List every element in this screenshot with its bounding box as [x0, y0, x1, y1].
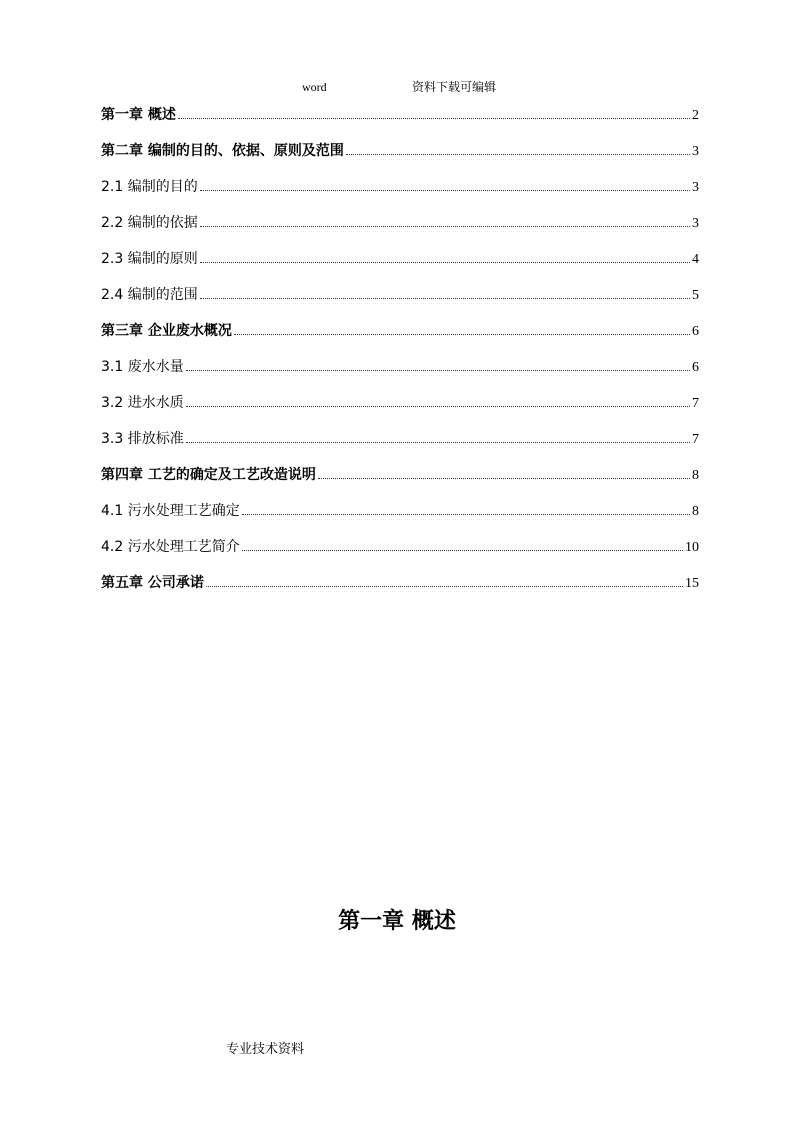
header-left-text: word — [302, 80, 327, 94]
toc-entry-label: 第一章 概述 — [101, 107, 176, 123]
toc-entry-page-number: 3 — [692, 144, 699, 159]
toc-entry-label: 4.2 污水处理工艺简介 — [101, 539, 240, 555]
toc-entry-page-number: 6 — [692, 324, 699, 339]
toc-leader-dots — [200, 261, 690, 263]
toc-entry-label: 3.1 废水水量 — [101, 359, 184, 375]
toc-leader-dots — [186, 441, 690, 443]
toc-entry-page-number: 7 — [692, 396, 699, 411]
toc-leader-dots — [242, 549, 683, 551]
toc-entry[interactable] — [101, 428, 699, 464]
toc-entry-label: 第五章 公司承诺 — [101, 575, 204, 591]
toc-entry-page-number: 6 — [692, 360, 699, 375]
toc-entry-label: 2.1 编制的目的 — [101, 179, 198, 195]
toc-entry[interactable] — [101, 320, 699, 356]
toc-entry-page-number: 10 — [685, 540, 699, 555]
toc-entry-page-number: 4 — [692, 252, 699, 267]
toc-leader-dots — [186, 405, 690, 407]
table-of-contents — [101, 104, 699, 608]
toc-entry[interactable] — [101, 392, 699, 428]
toc-leader-dots — [200, 297, 690, 299]
toc-entry[interactable] — [101, 500, 699, 536]
toc-leader-dots — [234, 333, 690, 335]
toc-leader-dots — [200, 225, 690, 227]
toc-entry-label: 第二章 编制的目的、依据、原则及范围 — [101, 143, 344, 159]
toc-entry-label: 4.1 污水处理工艺确定 — [101, 503, 240, 519]
toc-entry-label: 2.2 编制的依据 — [101, 215, 198, 231]
toc-entry-page-number: 7 — [692, 432, 699, 447]
toc-entry-page-number: 8 — [692, 504, 699, 519]
toc-entry-page-number: 3 — [692, 180, 699, 195]
toc-entry-label: 第四章 工艺的确定及工艺改造说明 — [101, 467, 316, 483]
toc-entry-page-number: 2 — [692, 108, 699, 123]
page-footer: 专业技术资料 — [226, 1042, 305, 1057]
toc-entry[interactable] — [101, 248, 699, 284]
toc-leader-dots — [186, 369, 690, 371]
toc-entry[interactable] — [101, 464, 699, 500]
chapter-heading: 第一章 概述 — [338, 908, 456, 934]
toc-entry-page-number: 8 — [692, 468, 699, 483]
toc-leader-dots — [242, 513, 690, 515]
toc-entry-label: 2.4 编制的范围 — [101, 287, 198, 303]
toc-entry[interactable] — [101, 212, 699, 248]
toc-leader-dots — [178, 117, 690, 119]
toc-entry-page-number: 5 — [692, 288, 699, 303]
toc-entry[interactable] — [101, 356, 699, 392]
toc-entry-label: 2.3 编制的原则 — [101, 251, 198, 267]
toc-entry-label: 第三章 企业废水概况 — [101, 323, 232, 339]
toc-entry-page-number: 3 — [692, 216, 699, 231]
page-header — [0, 79, 794, 95]
toc-entry[interactable] — [101, 176, 699, 212]
toc-leader-dots — [318, 477, 690, 479]
toc-entry[interactable] — [101, 536, 699, 572]
toc-leader-dots — [206, 585, 683, 587]
toc-entry[interactable] — [101, 284, 699, 320]
toc-entry[interactable] — [101, 140, 699, 176]
toc-entry[interactable] — [101, 104, 699, 140]
toc-leader-dots — [200, 189, 690, 191]
toc-leader-dots — [346, 153, 690, 155]
toc-entry-label: 3.3 排放标准 — [101, 431, 184, 447]
header-right-text: 资料下载可编辑 — [412, 80, 497, 94]
toc-entry-page-number: 15 — [685, 576, 699, 591]
toc-entry[interactable] — [101, 572, 699, 608]
toc-entry-label: 3.2 进水水质 — [101, 395, 184, 411]
